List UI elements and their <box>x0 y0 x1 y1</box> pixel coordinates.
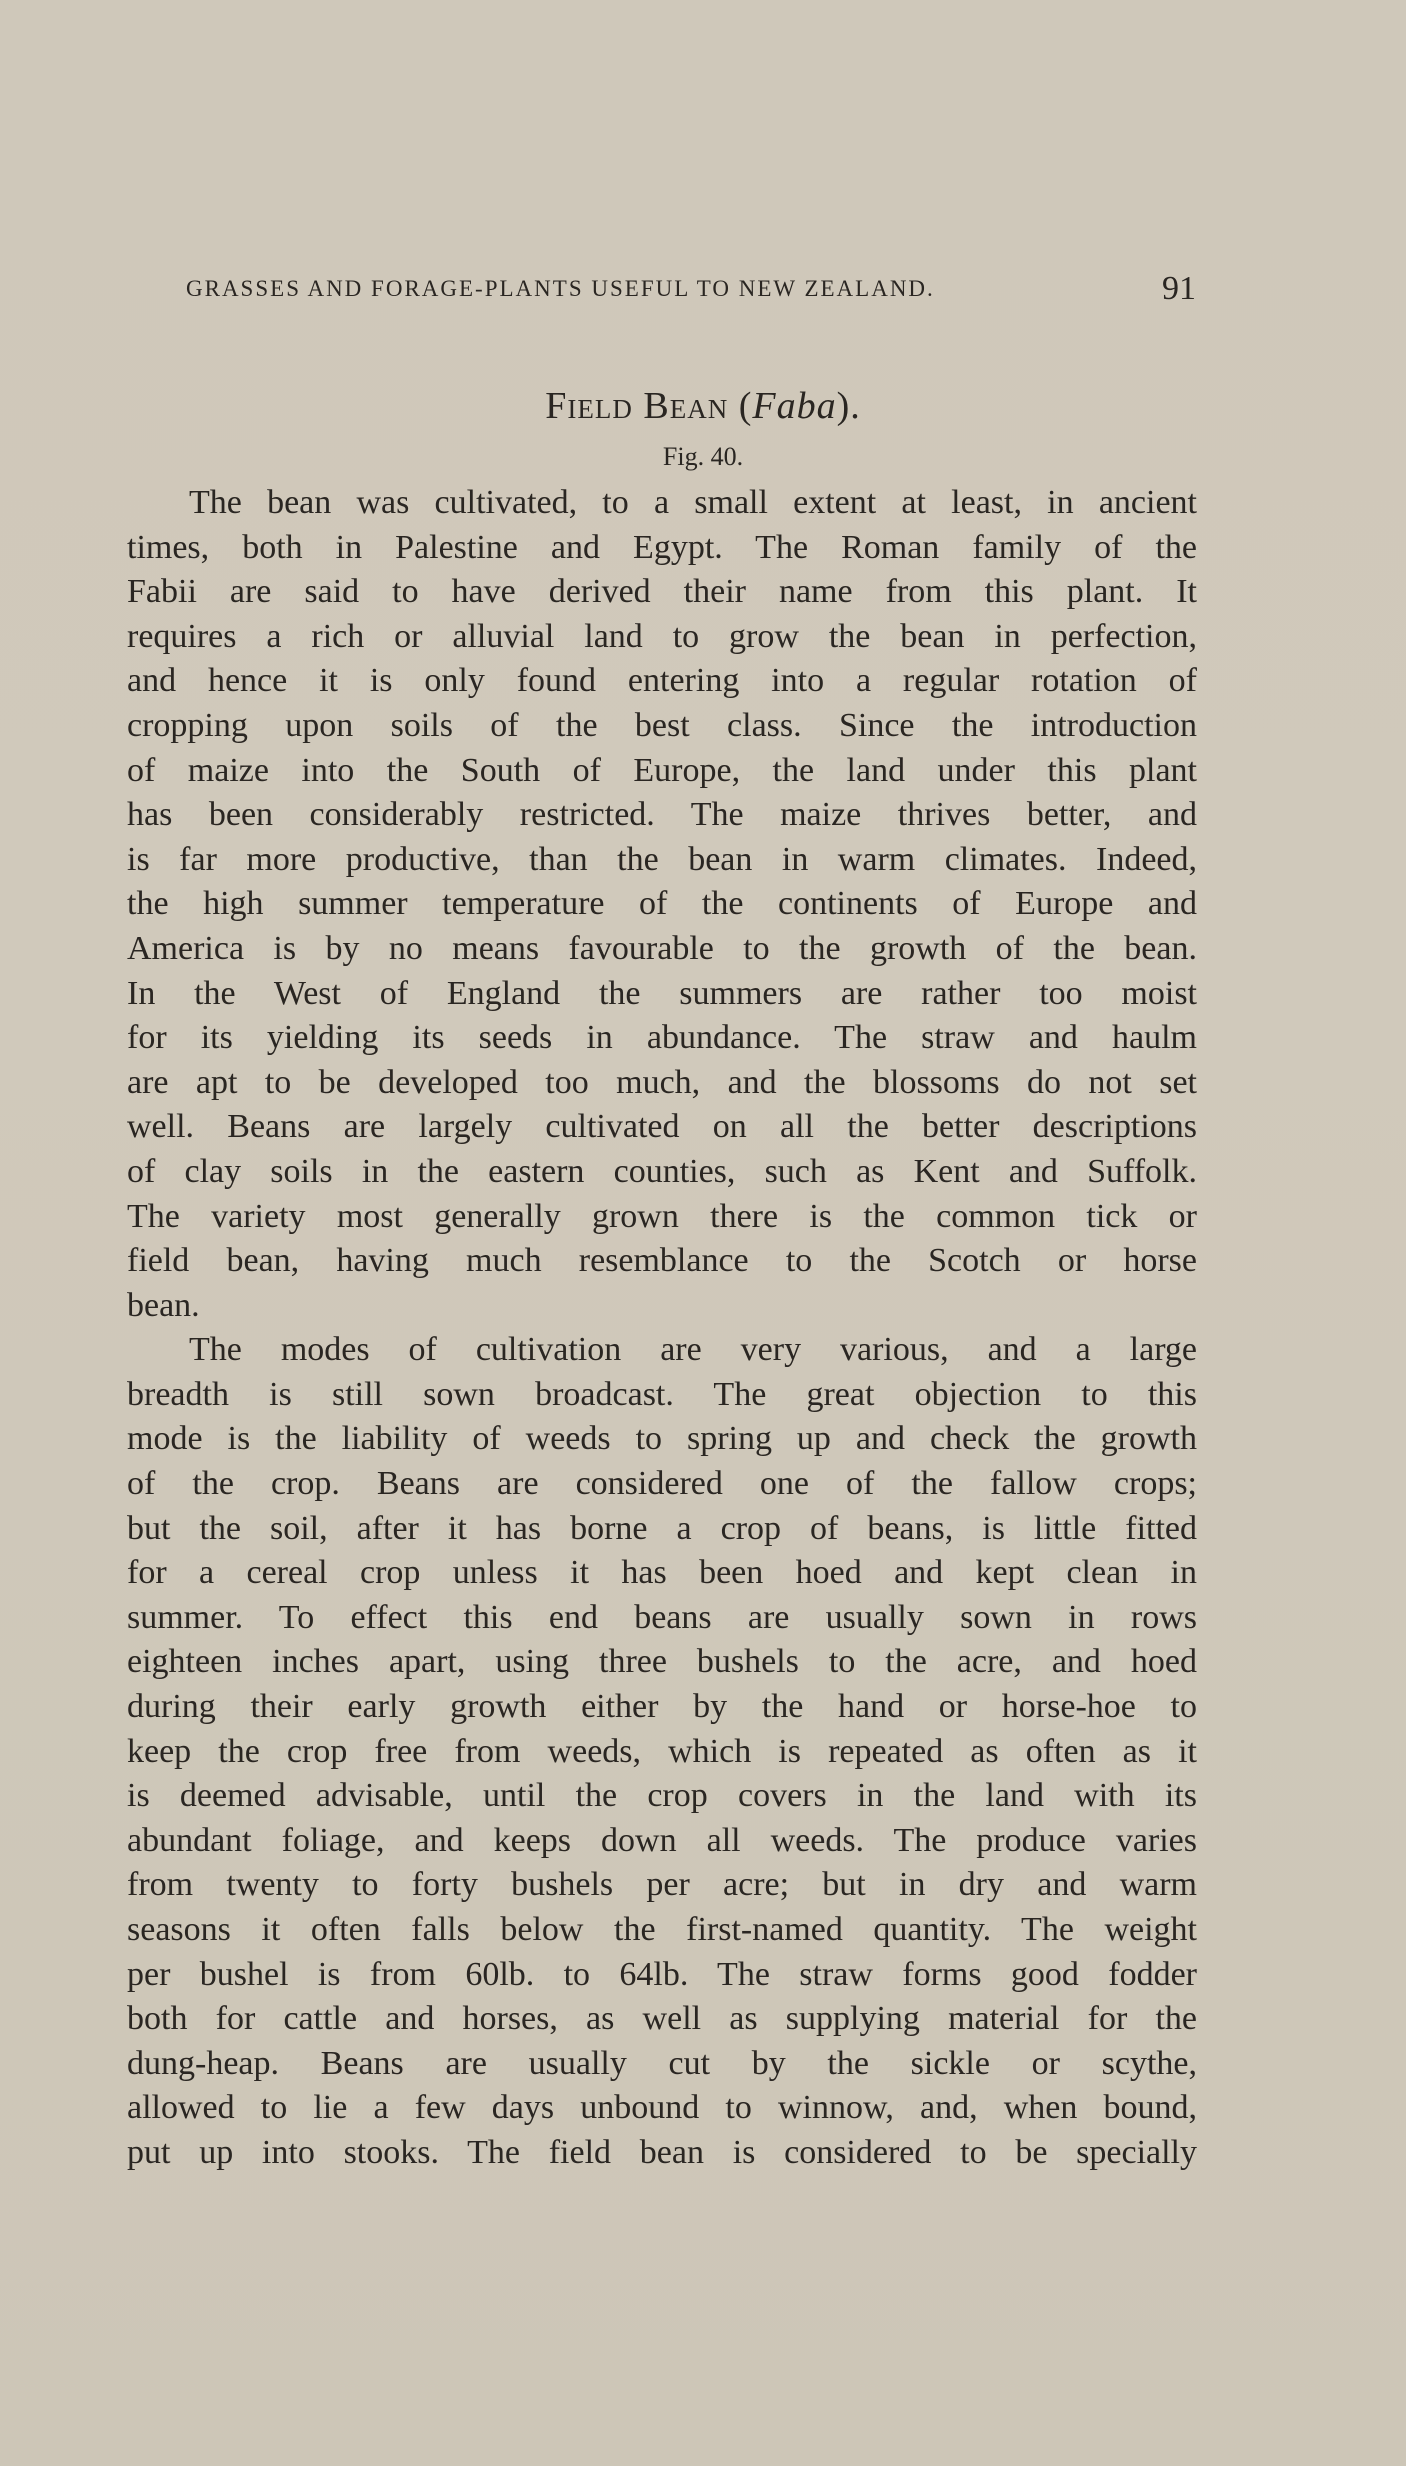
text-line: put up into stooks. The field bean is considered to be specially <box>127 2133 1197 2171</box>
text-line: for a cereal crop unless it has been hoed and kept clean in <box>127 1554 1197 1592</box>
running-head <box>186 270 1196 310</box>
section-title-paren-close: ). <box>836 385 861 427</box>
text-line: from twenty to forty bushels per acre; but in dry and warm <box>127 1866 1197 1904</box>
text-line: The variety most generally grown there is the common tick or <box>127 1197 1197 1235</box>
text-line: America is by no means favourable to the growth of the bean. <box>127 929 1197 967</box>
paragraph <box>127 1328 1197 2175</box>
section-title-text: Field Bean <box>545 385 729 427</box>
paragraph <box>127 481 1197 1328</box>
text-line: In the West of England the summers are rather too moist <box>127 974 1197 1012</box>
text-line: field bean, having much resemblance to the Scotch or horse <box>127 1242 1197 1280</box>
text-line: requires a rich or alluvial land to grow the bean in perfection, <box>127 617 1197 655</box>
text-line: mode is the liability of weeds to spring up and check the growth <box>127 1420 1197 1458</box>
text-line: is far more productive, than the bean in warm climates. Indeed, <box>127 840 1197 878</box>
text-line: cropping upon soils of the best class. Since the introduction <box>127 706 1197 744</box>
text-line: of maize into the South of Europe, the land under this plant <box>127 751 1197 789</box>
text-line: bean. <box>127 1286 200 1324</box>
text-line: during their early growth either by the hand or horse-hoe to <box>127 1688 1197 1726</box>
text-line: The bean was cultivated, to a small extent at least, in ancient <box>189 484 1197 521</box>
text-line: is deemed advisable, until the crop covers in the land with its <box>127 1777 1197 1815</box>
text-line: breadth is still sown broadcast. The great objection to this <box>127 1375 1197 1413</box>
section-title-latin: Faba <box>752 385 837 427</box>
text-line: well. Beans are largely cultivated on all the better descriptions <box>127 1108 1197 1146</box>
text-line: Fabii are said to have derived their name from this plant. It <box>127 573 1197 611</box>
text-line: but the soil, after it has borne a crop of beans, is little fitted <box>127 1509 1197 1547</box>
text-line: times, both in Palestine and Egypt. The Roman family of the <box>127 528 1197 566</box>
text-line: allowed to lie a few days unbound to winnow, and, when bound, <box>127 2089 1197 2127</box>
text-line: keep the crop free from weeds, which is repeated as often as it <box>127 1732 1197 1770</box>
text-line: are apt to be developed too much, and the blossoms do not set <box>127 1063 1197 1101</box>
text-line: eighteen inches apart, using three bushels to the acre, and hoed <box>127 1643 1197 1681</box>
running-head-title: GRASSES AND FORAGE-PLANTS USEFUL TO NEW ZEALAND. <box>186 276 935 301</box>
text-line: the high summer temperature of the continents of Europe and <box>127 885 1197 923</box>
page-number: 91 <box>1162 270 1196 307</box>
text-line: for its yielding its seeds in abundance. The straw and haulm <box>127 1019 1197 1057</box>
text-line: of clay soils in the eastern counties, such as Kent and Suffolk. <box>127 1152 1197 1190</box>
text-line: and hence it is only found entering into a regular rotation of <box>127 662 1197 700</box>
text-line: dung-heap. Beans are usually cut by the sickle or scythe, <box>127 2044 1197 2082</box>
body-text <box>127 481 1197 2176</box>
section-title-paren-open: ( <box>738 385 753 427</box>
text-line: per bushel is from 60lb. to 64lb. The straw forms good fodder <box>127 1955 1197 1993</box>
text-line: abundant foliage, and keeps down all weeds. The produce varies <box>127 1821 1197 1859</box>
text-line: both for cattle and horses, as well as supplying material for the <box>127 2000 1197 2038</box>
text-line: summer. To effect this end beans are usually sown in rows <box>127 1598 1197 1636</box>
text-line: seasons it often falls below the first-named quantity. The weight <box>127 1911 1197 1948</box>
text-line: has been considerably restricted. The maize thrives better, and <box>127 796 1197 834</box>
figure-label: Fig. 40. <box>662 442 744 471</box>
text-line: The modes of cultivation are very various, and a large <box>189 1331 1197 1369</box>
section-title <box>0 384 1406 428</box>
text-line: of the crop. Beans are considered one of the fallow crops; <box>127 1465 1197 1503</box>
